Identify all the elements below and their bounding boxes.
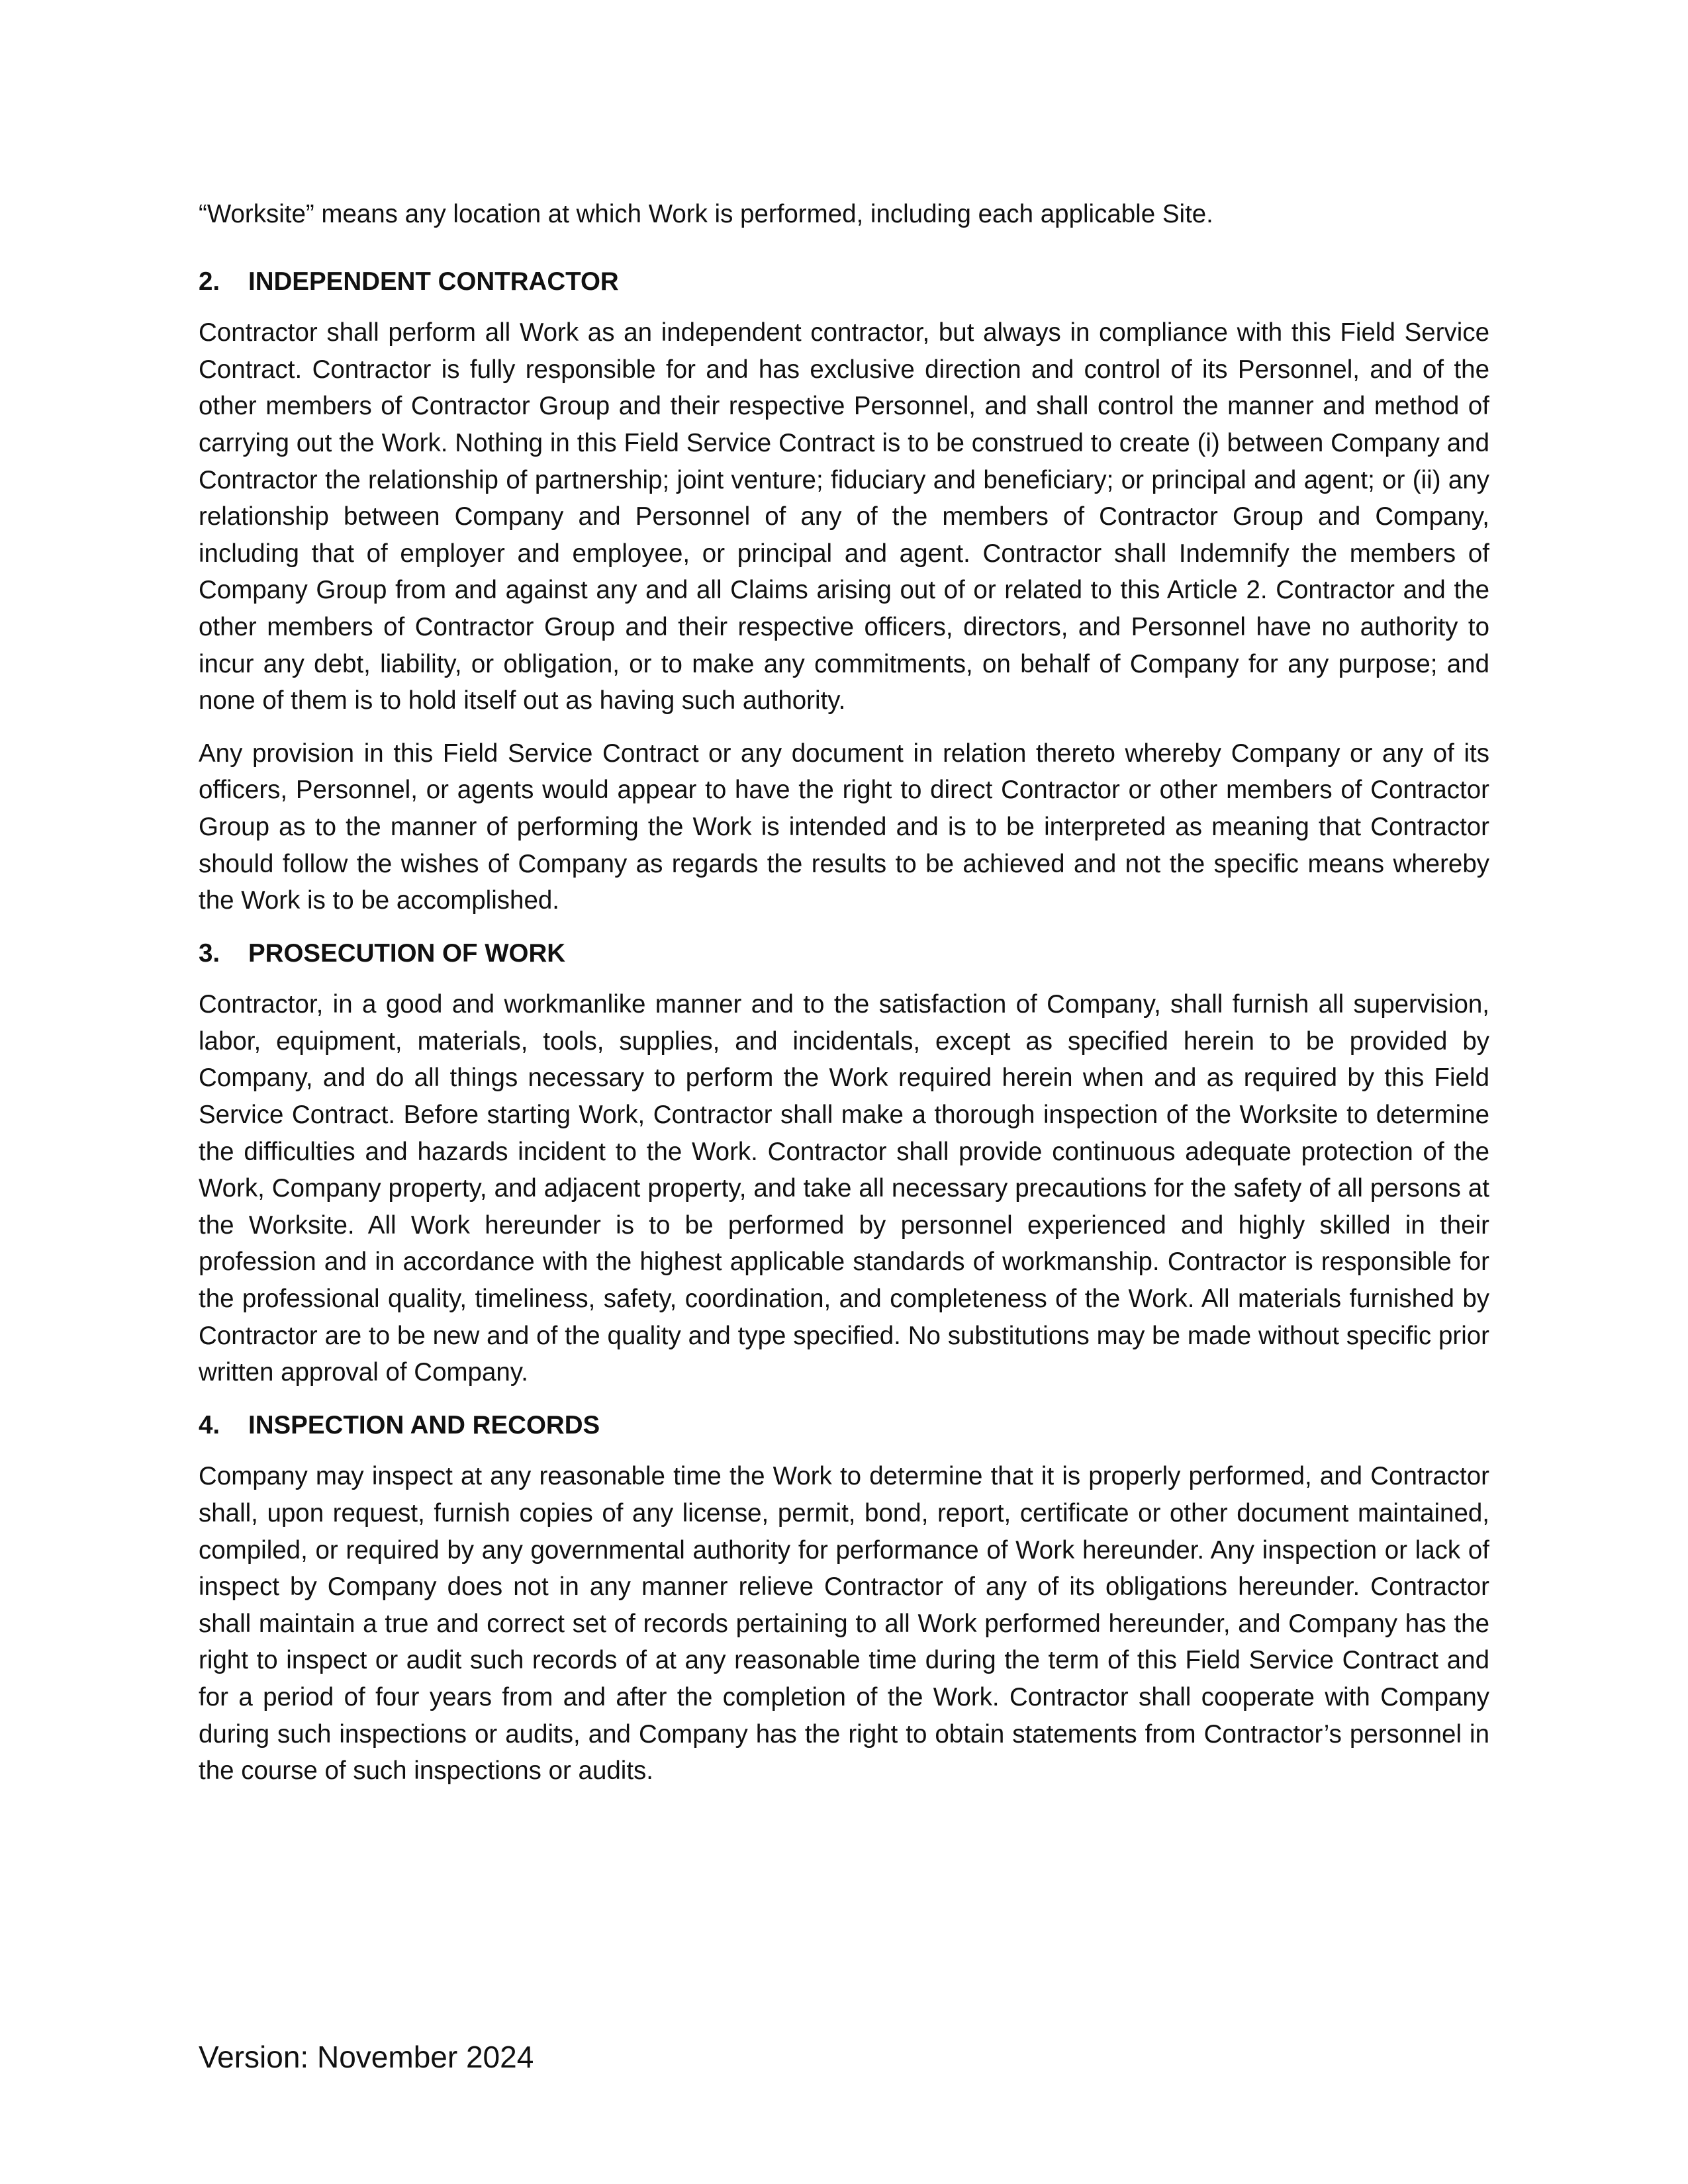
worksite-definition: “Worksite” means any location at which Work is performed, including each applicable Site.: [199, 200, 1213, 228]
section-number: 3.: [199, 938, 220, 968]
section-title: INDEPENDENT CONTRACTOR: [248, 267, 619, 296]
paragraph: Contractor, in a good and workmanlike manner and to the satisfaction of Company, shall furnish all supervision, labor, equipment, materials, tools, supplies, and incidentals, except as specified herein to be provided by Company, and do all things necessary to perform the Work required herein when and as required by this Field Service Contract. Before starting Work, Contractor shall make a thorough inspection of the Worksite to determine the difficulties and hazards incident to the Work. Contractor shall provide continuous adequate protection of the Work, Company property, and adjacent property, and take all necessary precautions for the safety of all persons at the Worksite. All Work hereunder is to be performed by personnel experienced and highly skilled in their profession and in accordance with the highest applicable standards of workmanship. Contractor is responsible for the professional quality, timeliness, safety, coordination, and completeness of the Work. All materials furnished by Contractor are to be new and of the quality and type specified. No substitutions may be made without specific prior written approval of Company.: [199, 990, 1489, 1387]
section-heading-prosecution-of-work: [199, 935, 1489, 972]
section-number: 2.: [199, 267, 220, 296]
section-title: PROSECUTION OF WORK: [248, 938, 566, 968]
section-heading-inspection-and-records: [199, 1407, 1489, 1444]
section-heading-independent-contractor: [199, 263, 1489, 300]
paragraph: Contractor shall perform all Work as an independent contractor, but always in compliance with this Field Service Contract. Contractor is fully responsible for and has exclusive direction and control of its Personnel, and of the other members of Contractor Group and their respective Personnel, and shall control the manner and method of carrying out the Work. Nothing in this Field Service Contract is to be construed to create (i) between Company and Contractor the relationship of partnership; joint venture; fiduciary and beneficiary; or principal and agent; or (ii) any relationship between Company and Personnel of any of the members of Contractor Group and Company, including that of employer and employee, or principal and agent. Contractor shall Indemnify the members of Company Group from and against any and all Claims arising out of or related to this Article 2. Contractor and the other members of Contractor Group and their respective officers, directors, and Personnel have no authority to incur any debt, liability, or obligation, or to make any commitments, on behalf of Company for any purpose; and none of them is to hold itself out as having such authority.: [199, 318, 1489, 715]
document-body: [199, 196, 1489, 1790]
version-footer: Version: November 2024: [199, 2040, 534, 2074]
paragraph: Company may inspect at any reasonable time the Work to determine that it is properly performed, and Contractor shall, upon request, furnish copies of any license, permit, bond, report, certificate or other document maintained, compiled, or required by any governmental authority for performance of Work hereunder. Any inspection or lack of inspect by Company does not in any manner relieve Contractor of any of its obligations hereunder. Contractor shall maintain a true and correct set of records pertaining to all Work performed hereunder, and Company has the right to inspect or audit such records of at any reasonable time during the term of this Field Service Contract and for a period of four years from and after the completion of the Work. Contractor shall cooperate with Company during such inspections or audits, and Company has the right to obtain statements from Contractor’s personnel in the course of such inspections or audits.: [199, 1462, 1489, 1786]
section-title: INSPECTION AND RECORDS: [248, 1410, 600, 1439]
section-number: 4.: [199, 1410, 220, 1439]
paragraph: Any provision in this Field Service Contract or any document in relation thereto whereby Company or any of its officers, Personnel, or agents would appear to have the right to direct Contractor or other members of Contractor Group as to the manner of performing the Work is intended and is to be interpreted as meaning that Contractor should follow the wishes of Company as regards the results to be achieved and not the specific means whereby the Work is to be accomplished.: [199, 739, 1489, 915]
